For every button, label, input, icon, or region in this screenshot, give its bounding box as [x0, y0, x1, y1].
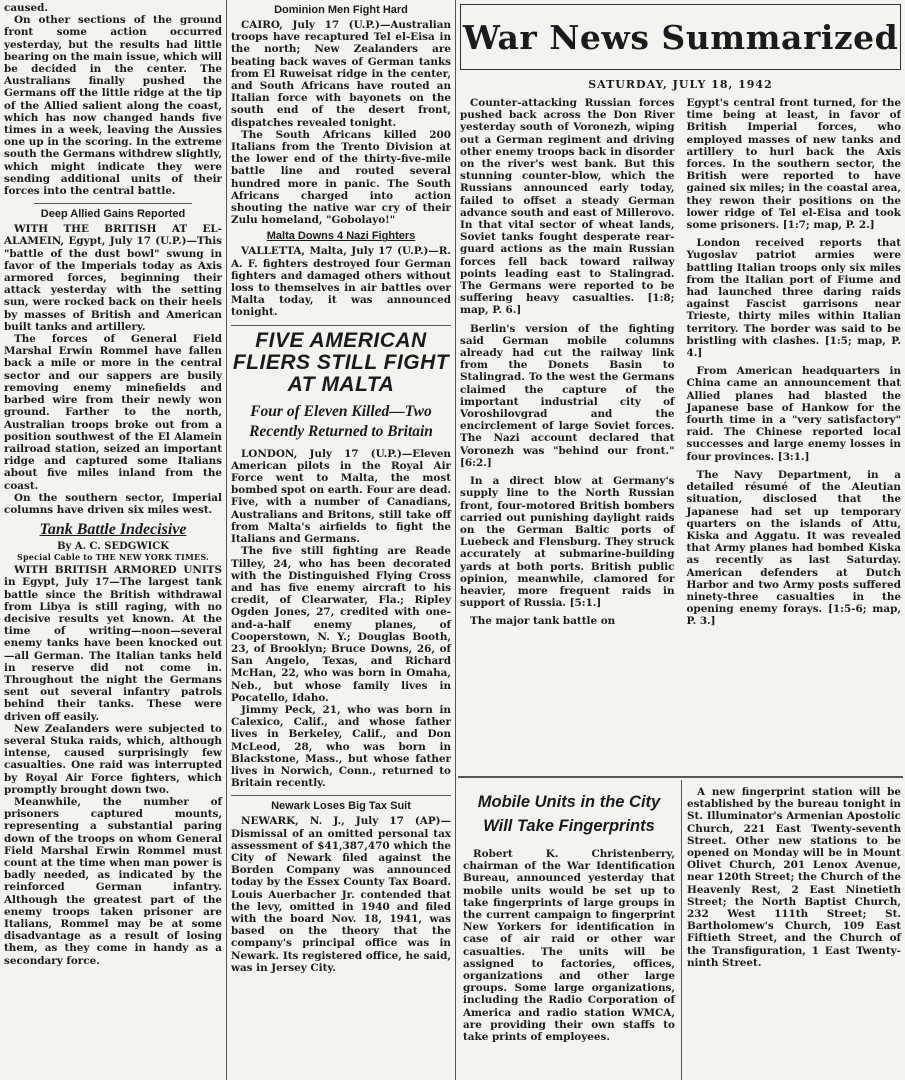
headline-deep-allied-gains: Deep Allied Gains Reported — [40, 208, 186, 221]
paragraph: The Navy Department, in a detailed résumé of the Aleutian situation, disclosed that the Japanese had set up temporary quarters on the islands of Attu, Kiska and Aggatu. It was revealed that Army planes had bombed Kiska as recently as last Saturday. American defenders at Dutch Harbor and two Army posts suffered ninety-three casualties in the opening enemy forays. [1:5-6; map, P. 3.] — [686, 468, 901, 628]
paragraph: In a direct blow at Germany's supply line to the North Russian front, four-motored British bombers carried out punishing daylight raids on the German Baltic ports of Luebeck and Flensburg. They struck accurately at submarine-building yards at both ports. British public opinion, meanwhile, clamored for heavier, more frequent raids in support of Russia. [5:1.] — [460, 475, 675, 610]
paragraph: Berlin's version of the fighting said German mobile columns already had cut the railway link from the Donets Basin to Stalingrad. To the west the Germans claimed the capture of the important industrial city of Voroshilovgrad and the encirclement of large Soviet forces. The Nazi account declared that Voronezh was "behind our front." [6:2.] — [460, 322, 675, 469]
paragraph: Jimmy Peck, 21, who was born in Calexico, Calif., and whose father lives in Berkeley, Calif., and Don McLeod, 28, who was born in Blackstone, Mass., but whose father lives in Norwich, Conn., returned to Britain recently. — [231, 703, 451, 790]
paragraph: New Zealanders were subjected to several Stuka raids, which, although intense, caused surprisingly few casualties. One raid was interrupted by Royal Air Force fighters, which promptly brought down two. — [4, 722, 222, 796]
paragraph: The South Africans killed 200 Italians from the Trento Division at the lower end of the thirty-five-mile battle line and routed several hundred more in panic. The South Africans charged into action shouting the native war cry of their Zulu homeland, "Gobolayo!" — [231, 128, 451, 227]
paragraph: On the southern sector, Imperial columns have driven six miles west. — [4, 491, 222, 516]
paragraph: Egypt's central front turned, for the time being at least, in favor of British Imperial forces, who employed masses of new tanks and artillery to hurl back the Axis forces. In the southern sector, the British were reported to have gained six miles; in the coastal area, they rewon their positions on the lower ridge of Tel el-Eisa and took some prisoners. [1:7; map, P. 2.] — [686, 97, 901, 232]
subheadline-four-of-eleven: Four of Eleven Killed—Two Recently Returned to Britain — [249, 402, 433, 440]
mobile-units-story — [463, 786, 675, 1043]
summary-left-column — [460, 97, 675, 777]
special-cable-line: Special Cable to THE NEW YORK TIMES. — [16, 552, 210, 563]
paragraph: caused. — [4, 2, 48, 14]
paragraph: On other sections of the ground front some action occurred yesterday, but the results had little bearing on the main issue, which will be decided in the center. The Australians finally pushed the Germans off the little ridge at the tip of the Allied salient along the coast, which has now changed hands five times in a week, leaving the Aussies one up in the scoring. In the extreme south the Germans withdrew slightly, which might indicate they were sending additional units of their forces into the central battle. — [4, 14, 222, 198]
column-2 — [231, 2, 451, 974]
divider — [231, 325, 451, 326]
column-rule-1 — [226, 0, 227, 1080]
paragraph: WITH THE BRITISH AT EL-ALAMEIN, Egypt, July 17 (U.P.)—This "battle of the dust bowl" swung in favor of the Imperials today as Axis armored forces, beginning their attack yesterday with the setting sun, were rocked back on their heels by masses of British and American built tanks and artillery. — [4, 223, 222, 333]
headline-tank-battle: Tank Battle Indecisive — [39, 521, 187, 539]
paragraph: The forces of General Field Marshal Erwin Rommel have fallen back a mile or more in the central sector and our sappers are busily removing enemy minefields and barbed wire from their newly won ground. Farther to the north, Australian troops broke out from a position southwest of the El Alamein railroad station, seized an important ridge and captured some Italians about five miles inland from the coast. — [4, 333, 222, 492]
headline-mobile-units: Mobile Units in the City Will Take Fingerprints — [477, 793, 661, 835]
paragraph: Counter-attacking Russian forces pushed back across the Don River yesterday south of Voronezh, wiping out a German regiment and driving other enemy troops back in disorder on the river's west bank. But this stunning counter-blow, which the Russians announced early today, failed to offset a steady German advance south and east of Millerovo. In that vital sector of wheat lands, Soviet tanks fought desperate rear-guard actions as the main Russian forces fell back toward railway points leading east to Stalingrad. The Germans were reported to be suffering heavy casualties. [1:8; map, P. 6.] — [460, 97, 675, 317]
summary-right-column — [687, 97, 902, 777]
paragraph: Robert K. Christenberry, chairman of the War Identification Bureau, announced yesterday that mobile units would be set up to take fingerprints of large groups in the current campaign to fingerprint New Yorkers for identification in case of air raid or other war casualties. The units will be assigned to factories, offices, organizations and other large groups. Some large organizations, including the Radio Corporation of America and radio station WMCA, are providing their own staffs to take prints of employees. — [463, 848, 675, 1044]
divider — [34, 203, 192, 204]
headline-dominion-men: Dominion Men Fight Hard — [274, 4, 408, 16]
column-rule-2 — [455, 0, 456, 1080]
paragraph: From American headquarters in China came an announcement that Allied planes had blasted the Japanese base of Hankow for the fourth time in a "very satisfactory" raid. The Chinese reported local successes and large enemy losses in four provinces. [3:1.] — [686, 365, 901, 463]
paragraph: CAIRO, July 17 (U.P.)—Australian troops have recaptured Tel el-Eisa in the north; New Zealanders are beating back waves of German tanks from El Ruweisat ridge in the center, and South Africans have routed an Italian force with bayonets on the south end of the desert front, dispatches revealed tonight. — [231, 19, 451, 129]
paragraph: The major tank battle on — [470, 615, 616, 628]
paragraph: A new fingerprint station will be established by the bureau tonight in St. Illuminator's Armenian Apostolic Church, 221 East Twenty-seventh Street. Other new stations to be opened on Monday will be in Mount Olivet Church, 201 Lenox Avenue, near 120th Street; the Church of the Heavenly Rest, 2 East Ninetieth Street; the North Baptist Church, 232 West 111th Street; St. Bartholomew's Church, 109 East Fiftieth Street, and the Church of the Transfiguration, 1 East Twenty-ninth Street. — [687, 786, 901, 969]
paragraph: WITH BRITISH ARMORED UNITS in Egypt, July 17—The largest tank battle since the British withdrawal from Libya is still raging, with no decisive results yet known. At the time of writing—noon—several enemy tanks have been knocked out—all German. The Italian tanks held in reserve did not come in. Throughout the night the Germans sent out several infantry patrols behind their tanks. These were driven off easily. — [4, 564, 222, 723]
masthead-title: War News Summarized — [462, 17, 899, 57]
paragraph: NEWARK, N. J., July 17 (AP)—Dismissal of an omitted personal tax assessment of $41,387,470 which the City of Newark filed against the Borden Company was announced today by the Essex County Tax Board. Louis Auerbacher Jr. contended that the levy, omitted in 1940 and filed with the board Nov. 18, 1941, was based on the theory that the company's principal office was in Newark. Its registered office, he said, was in Jersey City. — [231, 815, 451, 974]
paragraph: London received reports that Yugoslav patriot armies were battling Italian troops only six miles from the Italian port of Fiume and had launched three daring raids against Fascist garrisons near Trieste, thirty miles within Italian territory. The border was said to be bristling with clashes. [1:5; map, P. 4.] — [686, 237, 901, 360]
headline-newark-tax-suit: Newark Loses Big Tax Suit — [271, 800, 411, 813]
war-news-summary — [460, 4, 901, 777]
divider — [231, 795, 451, 796]
column-1 — [4, 2, 222, 967]
paragraph: LONDON, July 17 (U.P.)—Eleven American pilots in the Royal Air Force went to Malta, the most bombed spot on earth. Four are dead. Five, with a number of Canadians, Australians and Britons, still take off from Malta's airfields to fight the Italians and Germans. — [231, 447, 451, 546]
paragraph: Meanwhile, the number of prisoners captured mounts, representing a substantial paring down of the troops on whom General Field Marshal Erwin Rommel must count at the time when man power is badly needed, as indicated by the reinforced German infantry. Although the greatest part of the enemy troops taken prisoner are Italians, Rommel may be at some disadvantage as a result of losing them, as they come in handy as a secondary force. — [4, 795, 222, 967]
dateline: SATURDAY, JULY 18, 1942 — [588, 78, 773, 91]
paragraph: The five still fighting are Reade Tilley, 24, who has been decorated with the Distinguished Flying Cross and has five enemy aircraft to his credit, of Clearwater, Fla.; Ripley Ogden Jones, 27, credited with one-and-a-half enemy planes, of Cooperstown, N. Y.; Douglas Booth, 23, of Brooklyn; Bruce Downs, 26, of San Angelo, Texas, and Richard McHan, 22, who was born in Omaha, Neb., but whose family lives in Pocatello, Idaho. — [231, 545, 451, 704]
mobile-units-continued — [687, 786, 901, 969]
mobile-column-rule — [681, 780, 682, 1080]
headline-five-american-fliers: FIVE AMERICAN FLIERS STILL FIGHT AT MALTA — [232, 328, 450, 396]
masthead-box — [460, 4, 901, 70]
paragraph: VALLETTA, Malta, July 17 (U.P.)—R. A. F. fighters destroyed four German fighters and damaged others without loss to themselves in air battles over Malta today, it was announced tonight. — [231, 245, 451, 319]
summary-columns — [460, 97, 901, 777]
byline: By A. C. SEDGWICK — [57, 541, 169, 553]
section-divider — [458, 776, 903, 778]
headline-malta-downs: Malta Downs 4 Nazi Fighters — [266, 230, 416, 243]
